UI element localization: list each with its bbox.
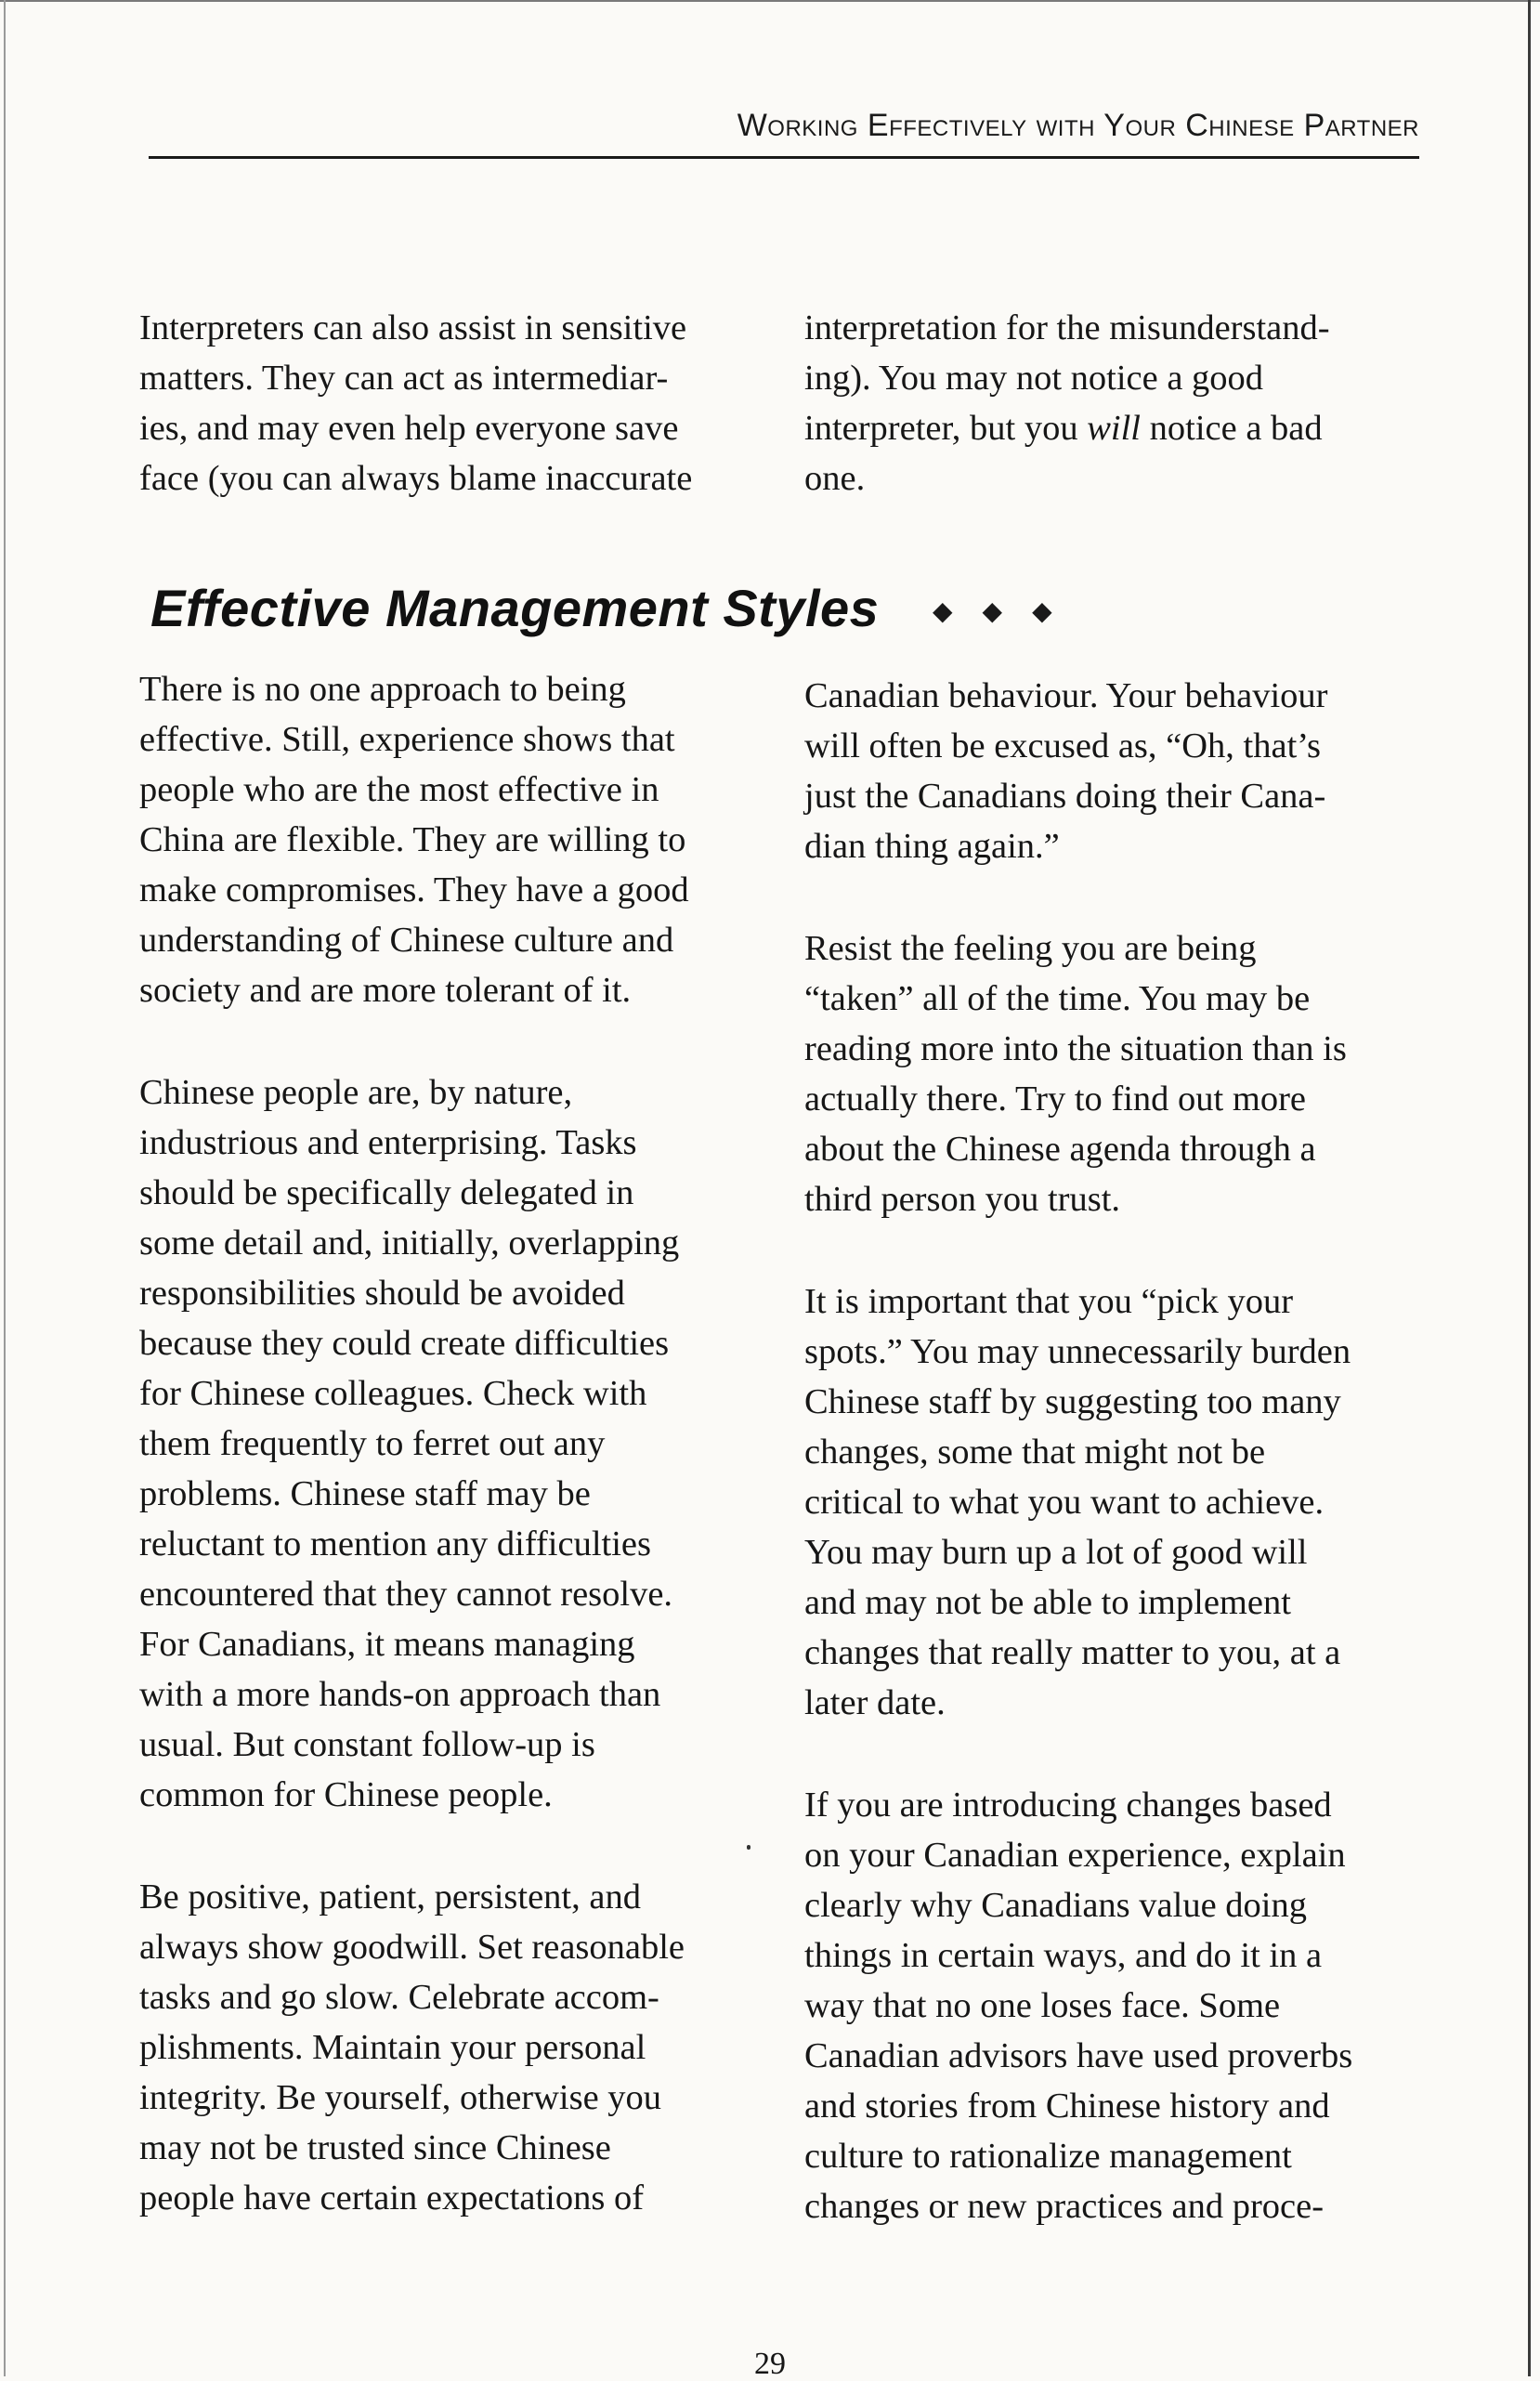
body-right-column: [804, 671, 1436, 2231]
text-line: “taken” all of the time. You may be: [804, 979, 1311, 1018]
text-line: way that no one loses face. Some: [804, 1986, 1281, 2025]
text-segment: notice a bad: [1141, 409, 1323, 448]
text-line: face (you can always blame inaccurate: [139, 459, 693, 498]
text-line: make compromises. They have a good: [139, 870, 689, 909]
text-line: integrity. Be yourself, otherwise you: [139, 2078, 662, 2117]
text-line: things in certain ways, and do it in a: [804, 1936, 1323, 1975]
text-line: because they could create difficulties: [139, 1324, 670, 1363]
text-line: third person you trust.: [804, 1180, 1121, 1219]
diamond-ornament-icon: ◆: [1032, 595, 1052, 626]
text-line: plishments. Maintain your personal: [139, 2028, 646, 2067]
text-line: If you are introducing changes based: [804, 1786, 1332, 1825]
text-line: clearly why Canadians value doing: [804, 1886, 1307, 1925]
text-line: Be positive, patient, persistent, and: [139, 1877, 641, 1917]
text-line: dian thing again.”: [804, 827, 1060, 866]
body-paragraph: [804, 923, 1436, 1224]
text-line: common for Chinese people.: [139, 1775, 553, 1814]
text-line: understanding of Chinese culture and: [139, 921, 674, 960]
text-line: China are flexible. They are willing to: [139, 820, 686, 859]
text-line: with a more hands-on approach than: [139, 1675, 661, 1714]
text-line: For Canadians, it means managing: [139, 1625, 635, 1664]
text-line: culture to rationalize management: [804, 2137, 1292, 2176]
text-line: critical to what you want to achieve.: [804, 1483, 1325, 1522]
text-line: ing). You may not notice a good: [804, 359, 1264, 398]
text-line: reading more into the situation than is: [804, 1029, 1347, 1068]
section-ornaments: [933, 595, 1137, 628]
text-line: effective. Still, experience shows that: [139, 720, 675, 759]
text-line: It is important that you “pick your: [804, 1282, 1294, 1321]
body-paragraph: [139, 664, 780, 1015]
body-paragraph: [804, 1780, 1436, 2231]
body-paragraph: [804, 671, 1436, 871]
text-line: changes, some that might not be: [804, 1433, 1266, 1472]
text-line: encountered that they cannot resolve.: [139, 1575, 673, 1614]
text-line: tasks and go slow. Celebrate accom-: [139, 1978, 659, 2017]
diamond-ornament-icon: ◆: [982, 595, 1003, 626]
text-line: may not be trusted since Chinese: [139, 2128, 611, 2167]
text-line: spots.” You may unnecessarily burden: [804, 1332, 1351, 1371]
text-line: later date.: [804, 1683, 946, 1722]
text-line: changes or new practices and proce-: [804, 2187, 1325, 2226]
scan-speck: [747, 1845, 750, 1850]
text-line: responsibilities should be avoided: [139, 1274, 625, 1313]
diamond-ornament-icon: ◆: [933, 595, 953, 626]
text-line: always show goodwill. Set reasonable: [139, 1928, 685, 1967]
text-line: ies, and may even help everyone save: [139, 409, 679, 448]
scan-edge-top: [0, 0, 1540, 2]
text-line: reluctant to mention any difficulties: [139, 1524, 651, 1563]
text-line: on your Canadian experience, explain: [804, 1836, 1346, 1875]
text-line: [804, 403, 1436, 453]
intro-left-column: [139, 303, 780, 504]
text-line: actually there. Try to find out more: [804, 1079, 1306, 1119]
body-paragraph: [139, 1872, 780, 2223]
body-paragraph: [139, 1067, 780, 1820]
running-head-title: Working Effectively with Your Chinese Partner: [737, 108, 1419, 143]
text-line: just the Canadians doing their Cana-: [804, 777, 1326, 816]
text-line: Chinese staff by suggesting too many: [804, 1382, 1341, 1421]
text-line: Interpreters can also assist in sensitive: [139, 308, 687, 347]
text-line: There is no one approach to being: [139, 670, 626, 709]
intro-right-column: [804, 303, 1436, 504]
body-left-column: [139, 664, 780, 2223]
text-line: Resist the feeling you are being: [804, 929, 1257, 968]
text-line: for Chinese colleagues. Check with: [139, 1374, 647, 1413]
text-line: about the Chinese agenda through a: [804, 1130, 1316, 1169]
text-line: people have certain expectations of: [139, 2178, 645, 2217]
text-line: Canadian advisors have used proverbs: [804, 2036, 1353, 2075]
text-line: should be specifically delegated in: [139, 1173, 634, 1212]
scan-edge-right: [1528, 0, 1531, 2376]
text-line: some detail and, initially, overlapping: [139, 1223, 680, 1262]
text-line: industrious and enterprising. Tasks: [139, 1123, 637, 1162]
text-line: one.: [804, 459, 866, 498]
page-number: 29: [754, 2347, 786, 2381]
intro-paragraph-left: [139, 303, 780, 504]
text-line: Chinese people are, by nature,: [139, 1073, 573, 1112]
scan-edge-left: [4, 0, 6, 2376]
section-title: Effective Management Styles: [150, 579, 880, 637]
text-line: them frequently to ferret out any: [139, 1424, 606, 1463]
text-line: and may not be able to implement: [804, 1583, 1291, 1622]
text-line: problems. Chinese staff may be: [139, 1474, 591, 1513]
text-segment: interpreter, but you: [804, 409, 1088, 448]
emphasis-text: will: [1087, 409, 1142, 448]
text-line: will often be excused as, “Oh, that’s: [804, 726, 1321, 765]
body-paragraph: [804, 1276, 1436, 1728]
text-line: Canadian behaviour. Your behaviour: [804, 676, 1328, 715]
text-line: and stories from Chinese history and: [804, 2087, 1330, 2126]
text-line: You may burn up a lot of good will: [804, 1533, 1308, 1572]
text-line: changes that really matter to you, at a: [804, 1633, 1341, 1672]
intro-paragraph-right: [804, 303, 1436, 504]
text-line: people who are the most effective in: [139, 770, 659, 809]
text-line: matters. They can act as intermediar-: [139, 359, 669, 398]
text-line: usual. But constant follow-up is: [139, 1725, 595, 1764]
text-line: society and are more tolerant of it.: [139, 971, 632, 1010]
running-head: [149, 108, 1419, 159]
text-line: interpretation for the misunderstand-: [804, 308, 1330, 347]
